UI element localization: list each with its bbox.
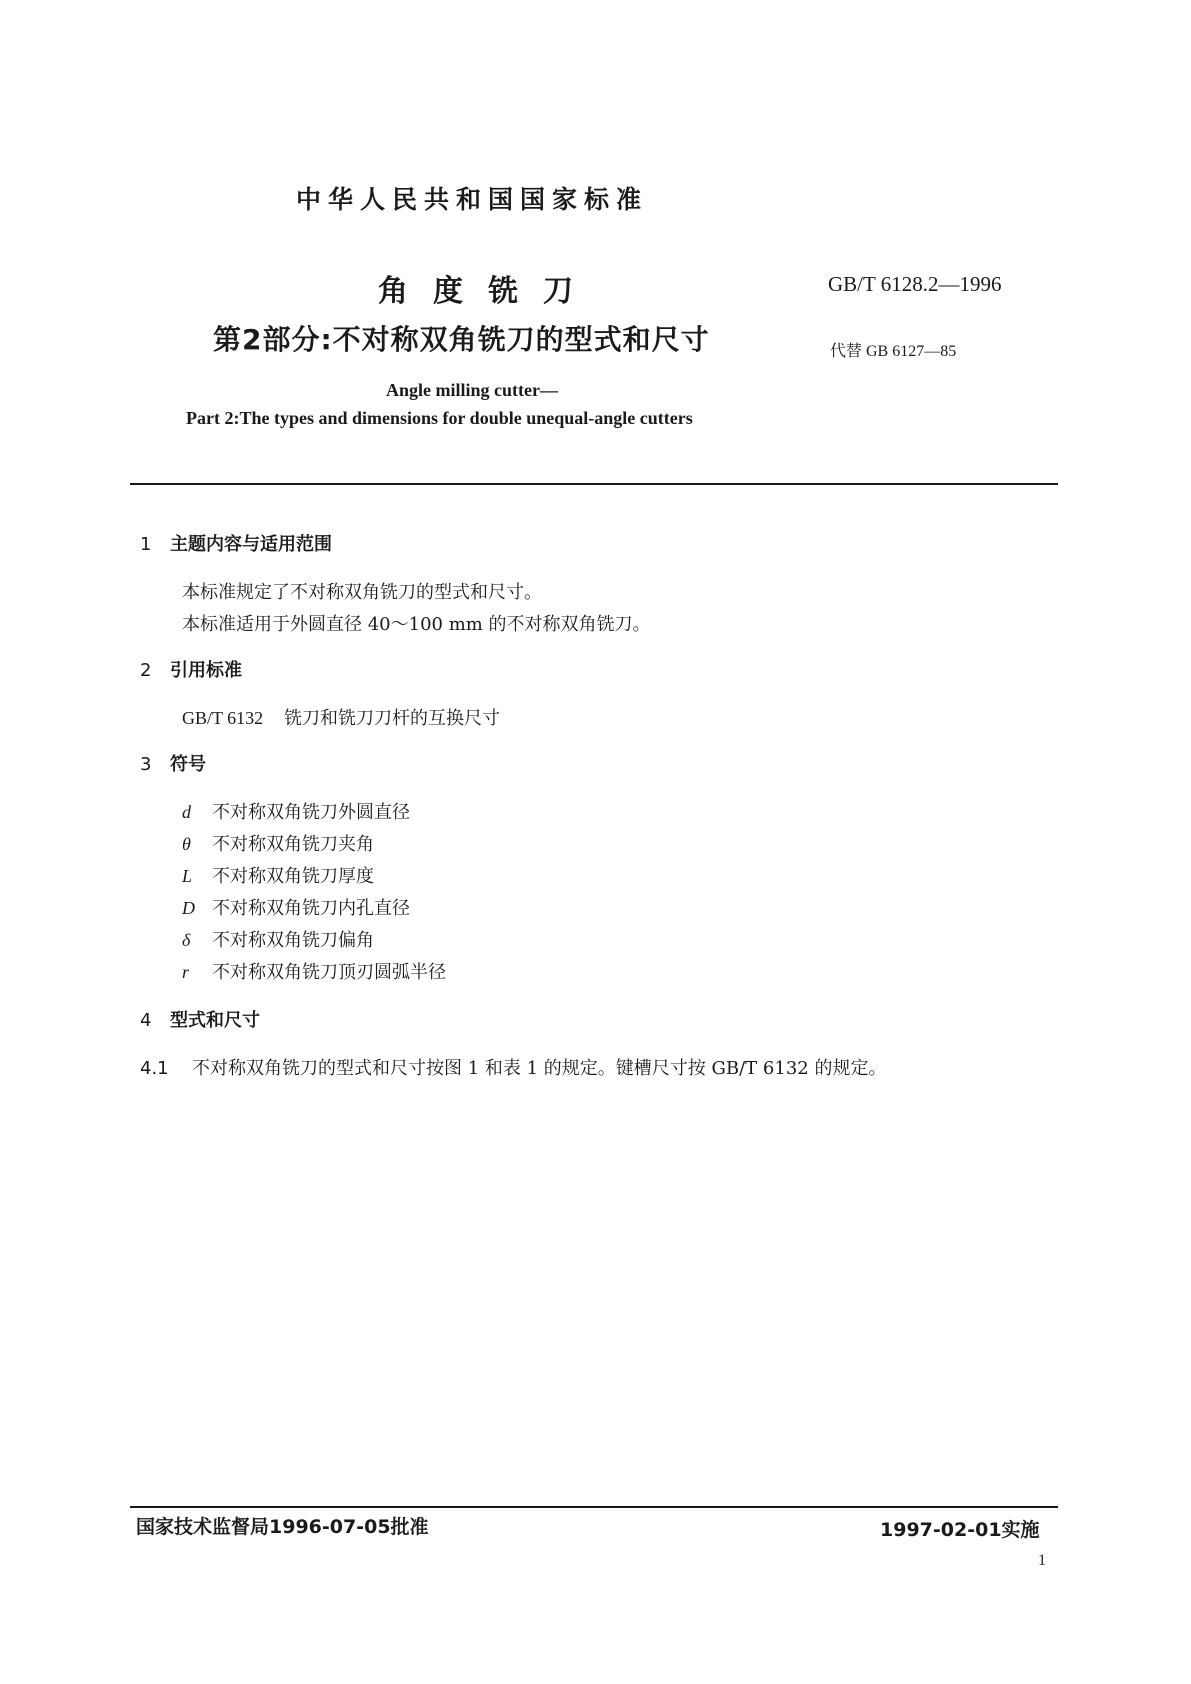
section-1-paragraph-2: 本标准适用于外圆直径 40～100 mm 的不对称双角铣刀。	[182, 614, 651, 635]
symbol: L	[182, 866, 193, 886]
section-2-heading: 2 引用标准	[140, 660, 242, 681]
symbol: δ	[182, 930, 191, 950]
reference-text: 铣刀和铣刀刀杆的互换尺寸	[284, 708, 500, 729]
symbol: d	[182, 802, 191, 822]
symbol-item: θ 不对称双角铣刀夹角	[182, 834, 374, 855]
implementation-date: 1997-02-01实施	[880, 1519, 1040, 1541]
symbol-item: r 不对称双角铣刀顶刃圆弧半径	[182, 962, 446, 983]
english-title-line2: Part 2:The types and dimensions for double unequal-angle cutters	[186, 408, 693, 428]
section-4-heading: 4 型式和尺寸	[140, 1010, 260, 1031]
clause-text: 不对称双角铣刀的型式和尺寸按图 1 和表 1 的规定。键槽尺寸按 GB/T 6132 的规定。	[192, 1058, 887, 1079]
clause-number: 4.1	[140, 1058, 169, 1079]
reference-code: GB/T 6132	[182, 708, 264, 728]
section-1-heading: 1 主题内容与适用范围	[140, 534, 332, 555]
clause-4-1	[140, 1054, 886, 1080]
section-3-heading: 3 符号	[140, 754, 206, 775]
symbol: θ	[182, 834, 191, 854]
symbol: D	[182, 898, 195, 918]
section-1-paragraph-1: 本标准规定了不对称双角铣刀的型式和尺寸。	[182, 582, 542, 603]
symbol-item: δ 不对称双角铣刀偏角	[182, 930, 374, 951]
replaces-standard: 代替 GB 6127—85	[830, 343, 957, 360]
page-number: 1	[1038, 1552, 1046, 1569]
document-title: 角度铣刀	[378, 274, 598, 309]
symbol-item: L 不对称双角铣刀厚度	[182, 866, 374, 887]
header-divider	[130, 483, 1058, 485]
document-subtitle: 第2部分:不对称双角铣刀的型式和尺寸	[213, 323, 710, 356]
symbol-item: d 不对称双角铣刀外圆直径	[182, 802, 410, 823]
footer-divider	[130, 1506, 1058, 1508]
english-title-line1: Angle milling cutter—	[386, 380, 558, 400]
symbol-item: D 不对称双角铣刀内孔直径	[182, 898, 410, 919]
symbol: r	[182, 962, 190, 982]
approval-date: 国家技术监督局1996-07-05批准	[136, 1516, 429, 1538]
standard-number: GB/T 6128.2—1996	[828, 272, 1002, 296]
reference-item	[182, 704, 500, 730]
